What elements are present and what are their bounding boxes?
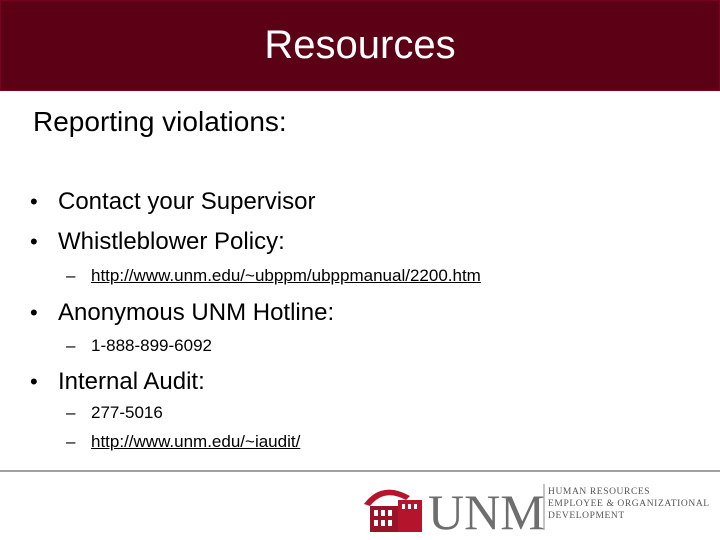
logo-wordmark: UNM (428, 484, 545, 534)
bullet-icon: • (30, 229, 38, 254)
hotline-number: 1-888-899-6092 (91, 336, 212, 355)
sub-item (66, 402, 163, 424)
logo-line-2: EMPLOYEE & ORGANIZATIONAL (548, 499, 710, 509)
sub-item (66, 431, 300, 453)
bullet-item (30, 227, 285, 257)
bullet-text: Internal Audit: (58, 368, 205, 395)
audit-phone: 277-5016 (91, 403, 163, 422)
bullet-icon: • (30, 369, 38, 394)
footer-divider (0, 470, 720, 472)
bullet-icon: • (30, 300, 38, 325)
internal-audit-link[interactable]: http://www.unm.edu/~iaudit/ (91, 432, 301, 451)
dash-icon: – (66, 336, 76, 355)
whistleblower-policy-link[interactable]: http://www.unm.edu/~ubppm/ubppmanual/2200.htm (91, 266, 481, 285)
logo-department-text (548, 486, 710, 522)
dash-icon: – (66, 432, 76, 451)
bullet-item (30, 298, 334, 328)
logo-line-1: HUMAN RESOURCES (548, 487, 651, 497)
bullet-item (30, 187, 315, 217)
bullet-text: Contact your Supervisor (58, 188, 316, 215)
sub-item (66, 265, 481, 287)
dash-icon: – (66, 403, 76, 422)
bullet-text: Whistleblower Policy: (58, 228, 285, 255)
bullet-item (30, 367, 205, 397)
logo-line-3: DEVELOPMENT (548, 511, 625, 521)
title-bar (0, 0, 720, 91)
bullet-text: Anonymous UNM Hotline: (58, 299, 335, 326)
slide-title: Resources (264, 23, 456, 67)
sub-item (66, 335, 212, 357)
unm-emblem-icon (364, 490, 422, 532)
dash-icon: – (66, 266, 76, 285)
slide-subtitle: Reporting violations: (33, 106, 287, 137)
bullet-icon: • (30, 189, 38, 214)
